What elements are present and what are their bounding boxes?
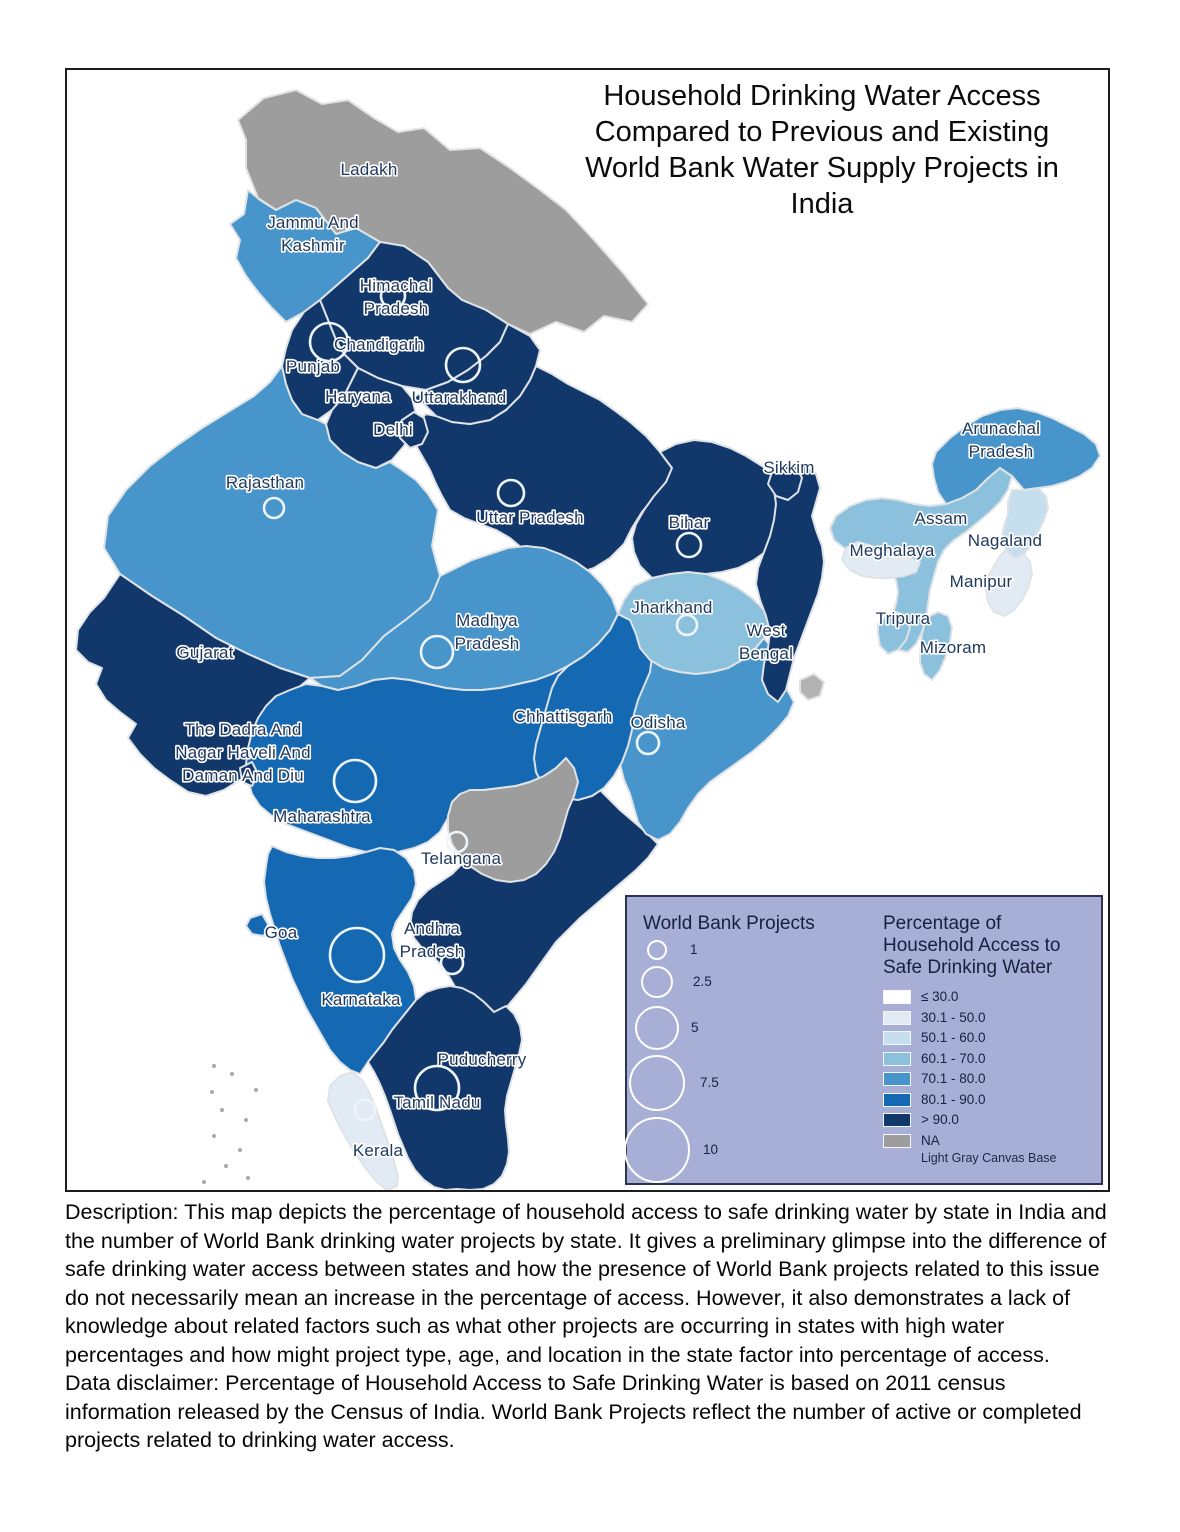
legend-swatch xyxy=(883,1072,911,1086)
island-dot xyxy=(238,1148,242,1152)
legend-size-circle-5 xyxy=(635,1006,679,1050)
state-label-kerala: Kerala xyxy=(352,1141,404,1160)
legend-choropleth-title-line: Safe Drinking Water xyxy=(883,957,1053,978)
state-label-manipur: Manipur xyxy=(949,572,1013,591)
legend-size-circle-2.5 xyxy=(641,966,673,998)
island-dot xyxy=(202,1180,206,1184)
state-label-chhattisgarh: Chhattisgarh xyxy=(513,707,613,726)
legend-size-circle-10 xyxy=(624,1117,690,1183)
map-title xyxy=(522,78,1110,222)
legend-class-label: 50.1 - 60.0 xyxy=(921,1030,986,1045)
state-label-puducherry: Puducherry xyxy=(437,1050,527,1069)
state-label-jharkhand: Jharkhand xyxy=(631,598,713,617)
island-dot xyxy=(212,1134,216,1138)
legend-size-circle-7.5 xyxy=(629,1055,685,1111)
state-label-bihar: Bihar xyxy=(668,513,710,532)
legend-class-label: 80.1 - 90.0 xyxy=(921,1091,986,1107)
state-label-maharashtra: Maharashtra xyxy=(273,807,371,826)
legend-class-label: 70.1 - 80.0 xyxy=(921,1071,986,1086)
state-label-sikkim: Sikkim xyxy=(763,458,815,477)
legend-choropleth-title-line: Household Access to xyxy=(883,935,1061,956)
legend-class-label: NA xyxy=(921,1132,940,1148)
legend-swatch xyxy=(883,990,911,1004)
state-label-andhra_pradesh: Andhra Pradesh xyxy=(399,919,465,961)
map-description xyxy=(65,1198,1112,1455)
state-label-arunachal_pradesh: Arunachal Pradesh xyxy=(961,419,1041,461)
legend-class-label: 30.1 - 50.0 xyxy=(921,1009,986,1025)
island-dot xyxy=(212,1064,216,1068)
state-label-odisha: Odisha xyxy=(630,713,686,732)
legend-swatch xyxy=(883,1052,911,1066)
legend-projects-title: World Bank Projects xyxy=(643,913,815,934)
legend-swatch xyxy=(883,1011,911,1025)
legend-swatch xyxy=(883,1093,911,1107)
legend-box xyxy=(625,895,1103,1185)
state-label-ladakh: Ladakh xyxy=(340,160,398,179)
map-title-line: World Bank Water Supply Projects in xyxy=(585,152,1059,184)
legend-base-note: Light Gray Canvas Base xyxy=(921,1151,1057,1165)
map-frame xyxy=(65,68,1110,1192)
state-label-chandigarh: Chandigarh xyxy=(334,335,424,354)
legend-size-label: 5 xyxy=(691,1020,699,1035)
state-label-haryana: Haryana xyxy=(325,387,391,406)
island-dot xyxy=(210,1090,214,1094)
state-label-goa: Goa xyxy=(264,923,298,942)
state-label-telangana: Telangana xyxy=(420,849,502,868)
state-label-tripura: Tripura xyxy=(875,609,931,628)
state-label-punjab: Punjab xyxy=(285,357,341,376)
island-dot xyxy=(220,1108,224,1112)
disclaimer-paragraph: Data disclaimer: Percentage of Household Access to Safe Drinking Water is based on 2011 census information released by the Census of India. World Bank Projects reflect the number of active or completed projects related to drinking water access. xyxy=(65,1371,1082,1452)
state-label-uttarakhand: Uttarakhand xyxy=(411,388,507,407)
island-dot xyxy=(224,1164,228,1168)
legend-size-label: 1 xyxy=(690,942,698,957)
legend-swatch xyxy=(883,1113,911,1127)
state-label-meghalaya: Meghalaya xyxy=(849,541,935,560)
state-label-karnataka: Karnataka xyxy=(321,990,401,1009)
description-paragraph: Description: This map depicts the percentage of household access to safe drinking water by state in India and the number of World Bank drinking water projects by state. It gives a preliminary glimpse into the difference of safe drinking water access between states and how the presence of World Bank projects related to this issue do not necessarily mean an increase in the percentage of access. However, it also demonstrates a lack of knowledge about related factors such as what other projects are occurring in states with high water percentages and how might project type, age, and location in the state factor into percentage of access. xyxy=(65,1200,1107,1367)
legend-class-label: 60.1 - 70.0 xyxy=(921,1050,986,1066)
state-label-tamil_nadu: Tamil Nadu xyxy=(393,1093,481,1112)
legend-class-label: > 90.0 xyxy=(921,1112,959,1127)
state-label-mizoram: Mizoram xyxy=(919,638,987,657)
gray-area-patch xyxy=(800,674,824,700)
state-label-dadra_nagar_haveli_daman_diu: The Dadra And Nagar Haveli And Daman And Diu xyxy=(175,720,311,785)
legend-swatch xyxy=(883,1134,911,1148)
island-dot xyxy=(246,1176,250,1180)
island-dot xyxy=(230,1072,234,1076)
legend-class-label: ≤ 30.0 xyxy=(921,989,959,1004)
legend-size-label: 7.5 xyxy=(700,1075,719,1090)
state-label-jammu_kashmir: Jammu And Kashmir xyxy=(267,213,359,255)
island-dot xyxy=(254,1088,258,1092)
island-dot xyxy=(244,1118,248,1122)
state-label-west_bengal: West Bengal xyxy=(738,621,794,663)
map-title-line: India xyxy=(790,188,854,220)
state-label-gujarat: Gujarat xyxy=(176,643,234,662)
map-title-line: Household Drinking Water Access xyxy=(603,80,1041,112)
legend-swatch xyxy=(883,1031,911,1045)
legend-size-label: 10 xyxy=(703,1142,719,1157)
legend-choropleth-title xyxy=(883,913,1060,979)
state-label-himachal_pradesh: Himachal Pradesh xyxy=(359,276,433,318)
legend-size-circle-1 xyxy=(647,940,667,960)
map-title-line: Compared to Previous and Existing xyxy=(594,116,1050,148)
state-label-nagaland: Nagaland xyxy=(967,531,1043,550)
state-label-rajasthan: Rajasthan xyxy=(225,473,305,492)
state-label-uttar_pradesh: Uttar Pradesh xyxy=(476,508,584,527)
state-label-madhya_pradesh: Madhya Pradesh xyxy=(454,611,520,653)
state-label-assam: Assam xyxy=(914,509,968,528)
legend-choropleth-title-line: Percentage of xyxy=(883,913,1002,934)
state-label-delhi: Delhi xyxy=(373,420,413,439)
legend-size-label: 2.5 xyxy=(693,974,712,989)
